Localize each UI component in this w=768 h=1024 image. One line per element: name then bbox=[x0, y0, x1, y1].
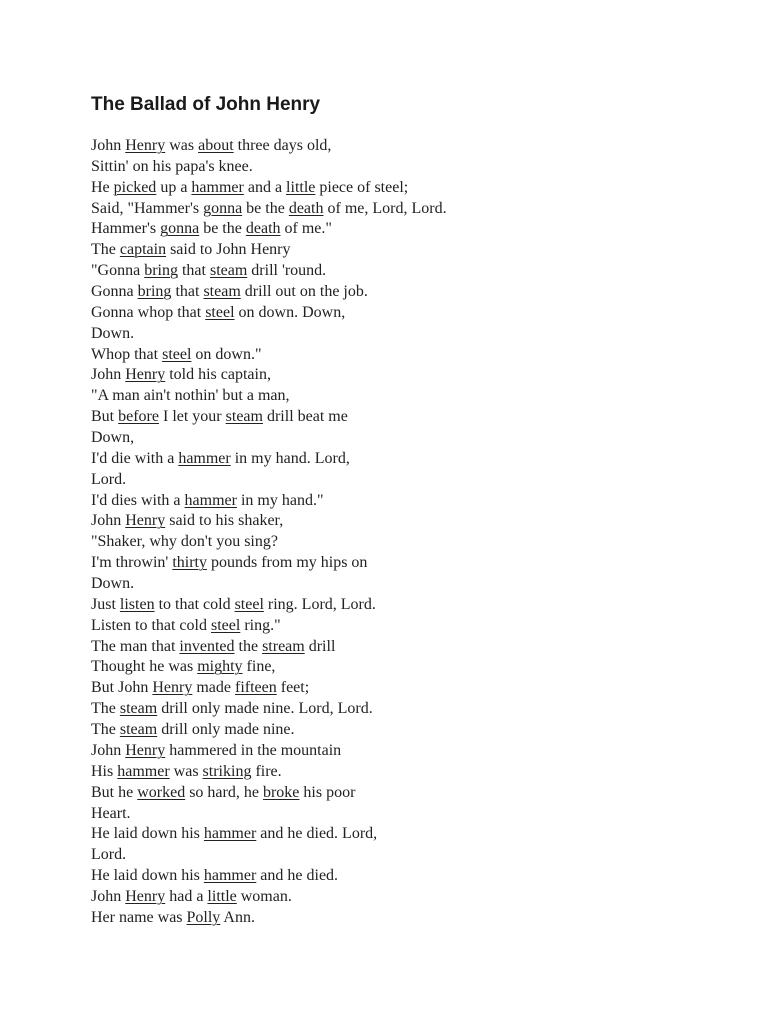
document-title: The Ballad of John Henry bbox=[91, 94, 321, 115]
poem-line bbox=[91, 616, 447, 637]
underlined-word: Henry bbox=[125, 512, 166, 530]
line-text: had a bbox=[165, 887, 208, 905]
line-text: Down. bbox=[91, 324, 135, 342]
line-text: fine, bbox=[242, 658, 276, 676]
underlined-word: steam bbox=[119, 700, 158, 718]
poem-line bbox=[91, 804, 447, 825]
underlined-word: stream bbox=[262, 637, 305, 655]
underlined-word: invented bbox=[179, 637, 235, 655]
line-text: the bbox=[234, 637, 263, 655]
poem-line bbox=[91, 511, 447, 532]
line-text: Hammer's bbox=[91, 220, 161, 238]
line-text: of me, Lord, Lord. bbox=[323, 199, 447, 217]
poem-line bbox=[91, 199, 447, 220]
line-text: John bbox=[91, 366, 126, 384]
line-text: drill beat me bbox=[262, 408, 348, 426]
underlined-word: steel bbox=[205, 303, 235, 321]
poem-body bbox=[91, 136, 447, 929]
line-text: drill out on the job. bbox=[240, 283, 368, 301]
underlined-word: hammer bbox=[203, 825, 257, 843]
line-text: was bbox=[165, 137, 199, 154]
line-text: was bbox=[169, 762, 203, 780]
line-text: I let your bbox=[158, 408, 226, 426]
underlined-word: bring bbox=[144, 262, 178, 280]
line-text: and a bbox=[243, 178, 287, 196]
underlined-word: death bbox=[288, 199, 324, 217]
line-text: Just bbox=[91, 595, 120, 613]
line-text: Lord. bbox=[91, 846, 127, 864]
line-text: his poor bbox=[299, 783, 356, 801]
line-text: The bbox=[91, 700, 120, 718]
poem-line bbox=[91, 240, 447, 261]
line-text: of me." bbox=[280, 220, 332, 238]
underlined-word: mighty bbox=[197, 658, 243, 676]
poem-line bbox=[91, 637, 447, 658]
line-text: and he died. Lord, bbox=[256, 825, 378, 843]
poem-line bbox=[91, 303, 447, 324]
poem-line bbox=[91, 491, 447, 512]
line-text: "A man ain't nothin' but a man, bbox=[91, 387, 290, 405]
underlined-word: steel bbox=[234, 595, 264, 613]
line-text: Down, bbox=[91, 429, 135, 447]
poem-line bbox=[91, 178, 447, 199]
underlined-word: hammer bbox=[178, 449, 231, 467]
poem-line bbox=[91, 386, 447, 407]
line-text: Heart. bbox=[91, 804, 131, 822]
poem-line bbox=[91, 824, 447, 845]
underlined-word: gonna bbox=[160, 220, 200, 238]
line-text: "Shaker, why don't you sing? bbox=[91, 533, 278, 551]
underlined-word: steel bbox=[162, 345, 192, 363]
line-text: fire. bbox=[251, 762, 282, 780]
poem-line bbox=[91, 157, 447, 178]
line-text: Gonna whop that bbox=[91, 303, 206, 321]
line-text: up a bbox=[156, 178, 192, 196]
underlined-word: steam bbox=[225, 408, 263, 426]
line-text: to that cold bbox=[154, 595, 235, 613]
line-text: so hard, he bbox=[185, 783, 263, 801]
underlined-word: picked bbox=[113, 178, 157, 196]
underlined-word: Henry bbox=[125, 741, 166, 759]
poem-line bbox=[91, 449, 447, 470]
poem-line bbox=[91, 762, 447, 783]
line-text: drill only made nine. Lord, Lord. bbox=[157, 700, 373, 718]
underlined-word: before bbox=[118, 408, 159, 426]
line-text: ring. Lord, Lord. bbox=[263, 595, 376, 613]
line-text: Sittin' on his papa's knee. bbox=[91, 157, 253, 175]
line-text: He laid down his bbox=[91, 825, 204, 843]
line-text: The man that bbox=[91, 637, 180, 655]
underlined-word: Henry bbox=[152, 679, 193, 697]
line-text: He bbox=[91, 178, 114, 196]
line-text: piece of steel; bbox=[315, 178, 409, 196]
underlined-word: listen bbox=[119, 595, 155, 613]
poem-line bbox=[91, 219, 447, 240]
line-text: Gonna bbox=[91, 283, 138, 301]
line-text: said to his shaker, bbox=[165, 512, 284, 530]
line-text: Ann. bbox=[220, 908, 255, 926]
line-text: Her name was bbox=[91, 908, 187, 926]
underlined-word: steam bbox=[203, 283, 241, 301]
line-text: be the bbox=[242, 199, 289, 217]
line-text: ring." bbox=[240, 616, 281, 634]
underlined-word: hammer bbox=[191, 178, 244, 196]
line-text: drill 'round. bbox=[247, 262, 327, 280]
line-text: three days old, bbox=[233, 137, 332, 154]
poem-line bbox=[91, 324, 447, 345]
line-text: pounds from my hips on bbox=[206, 554, 368, 572]
line-text: woman. bbox=[236, 887, 292, 905]
underlined-word: Henry bbox=[125, 887, 166, 905]
poem-line bbox=[91, 345, 447, 366]
line-text: feet; bbox=[276, 679, 310, 697]
poem-line bbox=[91, 845, 447, 866]
underlined-word: death bbox=[245, 220, 281, 238]
poem-line bbox=[91, 261, 447, 282]
line-text: The bbox=[91, 241, 120, 259]
poem-line bbox=[91, 741, 447, 762]
line-text: But he bbox=[91, 783, 138, 801]
line-text: Down. bbox=[91, 575, 135, 593]
poem-line bbox=[91, 720, 447, 741]
poem-line bbox=[91, 783, 447, 804]
line-text: Lord. bbox=[91, 470, 127, 488]
line-text: said to John Henry bbox=[166, 241, 291, 259]
line-text: He laid down his bbox=[91, 867, 204, 885]
line-text: I'd die with a bbox=[91, 449, 179, 467]
poem-line bbox=[91, 282, 447, 303]
poem-line bbox=[91, 365, 447, 386]
line-text: be the bbox=[199, 220, 246, 238]
poem-line bbox=[91, 428, 447, 449]
underlined-word: Henry bbox=[125, 366, 166, 384]
line-text: John bbox=[91, 887, 126, 905]
line-text: John bbox=[91, 741, 126, 759]
line-text: Whop that bbox=[91, 345, 163, 363]
line-text: on down. Down, bbox=[234, 303, 346, 321]
underlined-word: captain bbox=[119, 241, 167, 259]
line-text: in my hand. Lord, bbox=[230, 449, 350, 467]
underlined-word: Polly bbox=[186, 908, 221, 926]
underlined-word: hammer bbox=[117, 762, 170, 780]
line-text: His bbox=[91, 762, 118, 780]
line-text: in my hand." bbox=[236, 491, 324, 509]
poem-line bbox=[91, 553, 447, 574]
poem-line bbox=[91, 699, 447, 720]
underlined-word: hammer bbox=[184, 491, 237, 509]
line-text: John bbox=[91, 137, 126, 154]
line-text: hammered in the mountain bbox=[165, 741, 342, 759]
poem-line bbox=[91, 574, 447, 595]
line-text: But bbox=[91, 408, 119, 426]
line-text: told his captain, bbox=[165, 366, 271, 384]
poem-line bbox=[91, 136, 447, 157]
underlined-word: little bbox=[207, 887, 237, 905]
poem-line bbox=[91, 908, 447, 929]
underlined-word: steel bbox=[210, 616, 241, 634]
line-text: John bbox=[91, 512, 126, 530]
underlined-word: steam bbox=[119, 721, 158, 739]
underlined-word: bring bbox=[137, 283, 172, 301]
poem-line bbox=[91, 887, 447, 908]
line-text: But John bbox=[91, 679, 153, 697]
underlined-word: worked bbox=[137, 783, 186, 801]
line-text: Said, "Hammer's bbox=[91, 199, 204, 217]
line-text: Thought he was bbox=[91, 658, 198, 676]
underlined-word: hammer bbox=[203, 867, 257, 885]
underlined-word: fifteen bbox=[234, 679, 277, 697]
poem-line bbox=[91, 657, 447, 678]
underlined-word: little bbox=[286, 178, 316, 196]
underlined-word: striking bbox=[202, 762, 252, 780]
underlined-word: broke bbox=[262, 783, 300, 801]
underlined-word: steam bbox=[209, 262, 248, 280]
line-text: drill bbox=[304, 637, 336, 655]
line-text: made bbox=[192, 679, 235, 697]
poem-line bbox=[91, 678, 447, 699]
underlined-word: thirty bbox=[172, 554, 207, 572]
line-text: that bbox=[177, 262, 210, 280]
line-text: I'd dies with a bbox=[91, 491, 185, 509]
poem-line bbox=[91, 407, 447, 428]
underlined-word: gonna bbox=[203, 199, 243, 217]
poem-line bbox=[91, 532, 447, 553]
line-text: Listen to that cold bbox=[91, 616, 211, 634]
line-text: The bbox=[91, 721, 120, 739]
underlined-word: about bbox=[198, 137, 234, 154]
poem-line bbox=[91, 470, 447, 491]
line-text: and he died. bbox=[256, 867, 339, 885]
line-text: I'm throwin' bbox=[91, 554, 173, 572]
line-text: "Gonna bbox=[91, 262, 145, 280]
line-text: drill only made nine. bbox=[157, 721, 295, 739]
line-text: on down." bbox=[191, 345, 262, 363]
line-text: that bbox=[171, 283, 204, 301]
underlined-word: Henry bbox=[125, 137, 166, 154]
poem-line bbox=[91, 595, 447, 616]
poem-line bbox=[91, 866, 447, 887]
